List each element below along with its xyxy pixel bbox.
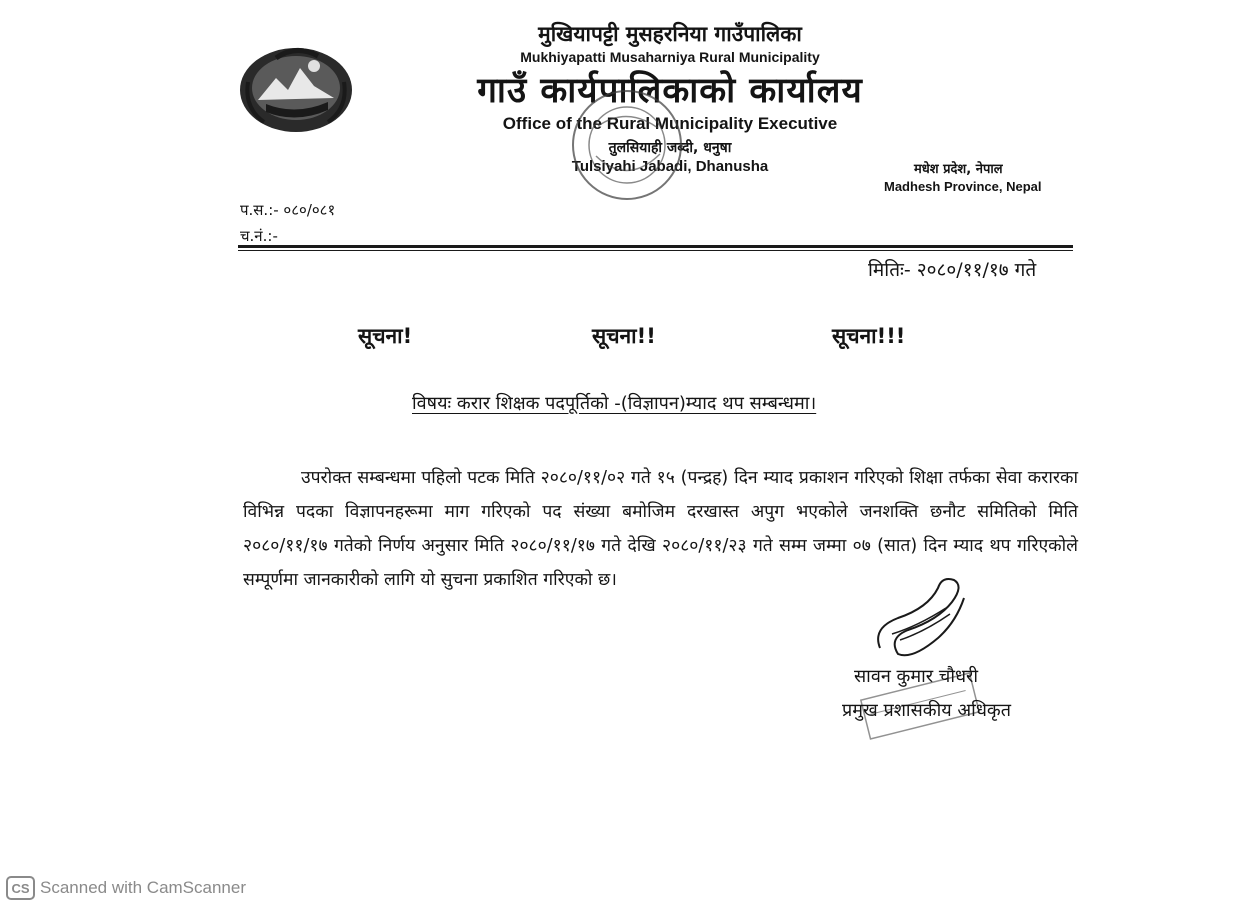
signatory-name: सावन कुमार चौधरी <box>854 666 979 687</box>
camscanner-logo-icon <box>6 876 35 900</box>
letter-number: प.स.:- ०८०/०८१ <box>240 201 336 219</box>
province-nepali: मधेश प्रदेश, नेपाल <box>914 162 1003 177</box>
notice-heading-3: सूचना!!! <box>832 324 906 348</box>
handwritten-signature <box>868 568 968 666</box>
dispatch-number: च.नं.:- <box>240 227 278 245</box>
signatory-title: प्रमुख प्रशासकीय अधिकृत <box>842 700 1011 721</box>
scanner-watermark-text: Scanned with CamScanner <box>40 878 247 897</box>
office-name-english: Office of the Rural Municipality Executive <box>502 114 838 133</box>
office-seal-stamp <box>568 86 686 204</box>
municipality-name-nepali: मुखियापट्टी मुसहरनिया गाउँपालिका <box>538 22 802 46</box>
address-english: Tulsiyahi Jabadi, Dhanusha <box>571 158 769 175</box>
header-divider-thin <box>238 250 1073 251</box>
subject-line: विषयः करार शिक्षक पदपूर्तिको -(विज्ञापन)म्याद थप सम्बन्धमा। <box>412 393 817 414</box>
address-nepali: तुलसियाही जब्दी, धनुषा <box>608 140 732 156</box>
province-english: Madhesh Province, Nepal <box>884 179 1042 194</box>
office-name-nepali: गाउँ कार्यपालिकाको कार्यालय <box>477 71 863 111</box>
header-divider-thick <box>238 245 1073 248</box>
letter-date: मितिः- २०८०/११/१७ गते <box>868 259 1037 281</box>
notice-body-text: उपरोक्त सम्बन्धमा पहिलो पटक मिति २०८०/११/०२ गते १५ (पन्द्रह) दिन म्याद प्रकाशन गरिएको शिक्षा तर्फका सेवा करारका विभिन्न पदका विज्ञापनहरूमा माग गरिएको पद संख्या बमोजिम दरखास्त अपुग भएकोले जनशक्ति छनौट समितिको मिति २०८०/११/१७ गतेको निर्णय अनुसार मिति २०८०/११/१७ गते देखि २०८०/११/२३ गते सम्म जम्मा ०७ (सात) दिन म्याद थप गरिएकोले सम्पूर्णमा जानकारीको लागि यो सुचना प्रकाशित गरिएको छ। <box>243 468 1078 590</box>
municipality-name-english: Mukhiyapatti Musaharniya Rural Municipality <box>520 49 820 65</box>
nepal-emblem-logo <box>236 38 356 136</box>
camscanner-badge-text: CS <box>11 881 30 896</box>
notice-heading-1: सूचना! <box>358 324 413 348</box>
notice-heading-2: सूचना!! <box>592 324 656 348</box>
